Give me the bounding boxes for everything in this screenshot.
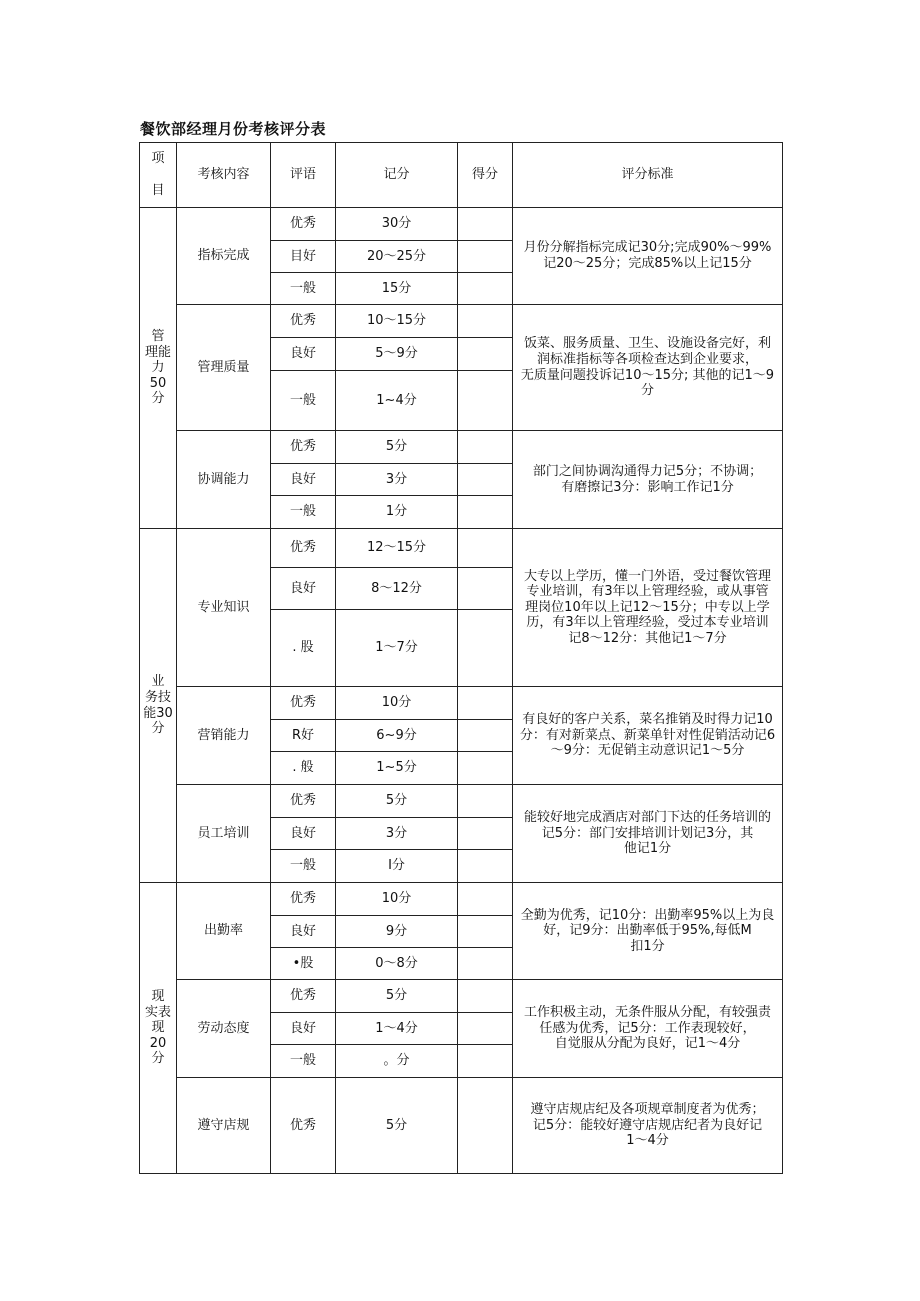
header-comment: 评语 <box>271 143 336 208</box>
points-cell: 5分 <box>336 785 458 818</box>
category-text: 能30 <box>143 705 173 721</box>
criteria-line: 无质量问题投诉记10～15分; 其他的记1～9 <box>520 367 775 383</box>
rating-cell: 一般 <box>271 371 336 431</box>
category-text: 50 <box>149 375 167 391</box>
header-project: 项 目 <box>140 143 177 208</box>
points-cell: 30分 <box>336 208 458 241</box>
rating-cell: 一般 <box>271 1045 336 1078</box>
evaluation-table <box>139 142 783 1174</box>
points-cell: 1～7分 <box>336 610 458 687</box>
score-cell <box>458 883 513 916</box>
points-cell: 6~9分 <box>336 720 458 752</box>
criteria-line: 大专以上学历，懂一门外语，受过餐饮管理 <box>523 568 771 584</box>
score-cell <box>458 464 513 496</box>
criteria-line: 全勤为优秀，记10分：出勤率95%以上为良 <box>520 907 775 923</box>
points-cell: 10分 <box>336 687 458 720</box>
points-cell: 15分 <box>336 273 458 305</box>
score-cell <box>458 529 513 568</box>
score-cell <box>458 305 513 338</box>
category-text: 理能 <box>144 344 171 360</box>
category-text: 业 <box>151 674 165 690</box>
score-cell <box>458 720 513 752</box>
score-cell <box>458 431 513 464</box>
rating-cell: 良好 <box>271 338 336 371</box>
category-cell <box>140 529 177 883</box>
category-text: 分 <box>151 391 165 407</box>
criteria-line: 专业培训，有3年以上管理经验，或从事管 <box>526 584 769 600</box>
criteria-line: 任感为优秀，记5分：工作表现较好， <box>539 1020 756 1036</box>
criteria-line: 记5分：部门安排培训计划记3分，其 <box>541 825 754 841</box>
points-cell: 1~5分 <box>336 752 458 785</box>
score-cell <box>458 610 513 687</box>
score-cell <box>458 948 513 980</box>
item-name: 员工培训 <box>177 785 271 883</box>
score-cell <box>458 568 513 610</box>
score-cell <box>458 496 513 529</box>
category-text: 现 <box>151 989 165 1005</box>
rating-cell: 优秀 <box>271 529 336 568</box>
criteria-line: 月份分解指标完成记30分;完成90%～99% <box>523 240 772 256</box>
score-cell <box>458 752 513 785</box>
criteria-line: 扣1分 <box>630 938 665 954</box>
item-name: 遵守店规 <box>177 1078 271 1174</box>
rating-cell: 一般 <box>271 850 336 883</box>
points-cell: 20～25分 <box>336 241 458 273</box>
table-row <box>140 431 783 464</box>
criteria-cell <box>513 1078 783 1174</box>
table-row <box>140 529 783 568</box>
item-name: 出勤率 <box>177 883 271 980</box>
points-cell: 10～15分 <box>336 305 458 338</box>
criteria-cell <box>513 208 783 305</box>
rating-cell: 优秀 <box>271 883 336 916</box>
score-cell <box>458 338 513 371</box>
score-cell <box>458 208 513 241</box>
criteria-line: 记5分：能较好遵守店规店纪者为良好记 <box>532 1117 763 1133</box>
score-cell <box>458 371 513 431</box>
criteria-cell <box>513 785 783 883</box>
rating-cell: 优秀 <box>271 208 336 241</box>
criteria-line: 分 <box>640 383 654 399</box>
rating-cell: 良好 <box>271 1013 336 1045</box>
criteria-line: 工作积极主动，无条件服从分配，有较强责 <box>523 1005 771 1021</box>
criteria-cell <box>513 980 783 1078</box>
points-cell: 8～12分 <box>336 568 458 610</box>
score-cell <box>458 1013 513 1045</box>
category-text: 分 <box>151 1051 165 1067</box>
points-cell: 5分 <box>336 1078 458 1174</box>
rating-cell: 一般 <box>271 496 336 529</box>
points-cell: 3分 <box>336 818 458 850</box>
points-cell: 5分 <box>336 980 458 1013</box>
header-content: 考核内容 <box>177 143 271 208</box>
rating-cell: 优秀 <box>271 1078 336 1174</box>
table-row <box>140 687 783 720</box>
table-row <box>140 883 783 916</box>
points-cell: 3分 <box>336 464 458 496</box>
criteria-line: 记8～12分：其他记1～7分 <box>568 630 727 646</box>
score-cell <box>458 1045 513 1078</box>
criteria-cell <box>513 431 783 529</box>
rating-cell: 良好 <box>271 916 336 948</box>
score-cell <box>458 273 513 305</box>
criteria-line: ～9分：无促销主动意识记1～5分 <box>550 743 745 759</box>
criteria-line: 润标准指标等各项检查达到企业要求， <box>536 351 758 367</box>
category-text: 20 <box>149 1035 167 1051</box>
rating-cell: R好 <box>271 720 336 752</box>
points-cell: 5分 <box>336 431 458 464</box>
score-cell <box>458 241 513 273</box>
rating-cell: •股 <box>271 948 336 980</box>
table-row <box>140 980 783 1013</box>
category-cell <box>140 208 177 529</box>
criteria-line: 1～4分 <box>626 1133 669 1149</box>
points-cell: I分 <box>336 850 458 883</box>
rating-cell: 目好 <box>271 241 336 273</box>
score-cell <box>458 1078 513 1174</box>
rating-cell: 一般 <box>271 273 336 305</box>
criteria-line: 他记1分 <box>623 841 672 857</box>
criteria-cell <box>513 883 783 980</box>
category-text: 力 <box>151 360 165 376</box>
category-text: 实表 <box>144 1004 171 1020</box>
rating-cell: 优秀 <box>271 785 336 818</box>
score-cell <box>458 687 513 720</box>
score-cell <box>458 785 513 818</box>
criteria-line: 部门之间协调沟通得力记5分；不协调； <box>532 463 763 479</box>
points-cell: 12～15分 <box>336 529 458 568</box>
item-name: 劳动态度 <box>177 980 271 1078</box>
rating-cell: 优秀 <box>271 980 336 1013</box>
points-cell: 1～4分 <box>336 1013 458 1045</box>
criteria-line: 饭菜、服务质量、卫生、设施设备完好，利 <box>523 336 771 352</box>
points-cell: 1~4分 <box>336 371 458 431</box>
rating-cell: 优秀 <box>271 431 336 464</box>
page-title: 餐饮部经理月份考核评分表 <box>140 120 327 138</box>
category-text: 分 <box>151 721 165 737</box>
rating-cell: 良好 <box>271 818 336 850</box>
score-cell <box>458 850 513 883</box>
score-cell <box>458 916 513 948</box>
criteria-cell <box>513 305 783 431</box>
criteria-line: 遵守店规店纪及各项规章制度者为优秀； <box>530 1102 765 1118</box>
item-name: 协调能力 <box>177 431 271 529</box>
header-criteria: 评分标准 <box>513 143 783 208</box>
criteria-line: 历，有3年以上管理经验，受过本专业培训 <box>526 615 769 631</box>
item-name: 专业知识 <box>177 529 271 687</box>
rating-cell: . 股 <box>271 610 336 687</box>
score-cell <box>458 818 513 850</box>
rating-cell: 优秀 <box>271 305 336 338</box>
points-cell: 。分 <box>336 1045 458 1078</box>
rating-cell: 良好 <box>271 464 336 496</box>
criteria-line: 分：有对新菜点、新菜单针对性促销活动记6 <box>519 727 776 743</box>
item-name: 营销能力 <box>177 687 271 785</box>
table-row <box>140 305 783 338</box>
points-cell: 0～8分 <box>336 948 458 980</box>
criteria-cell <box>513 687 783 785</box>
table-row <box>140 1078 783 1174</box>
rating-cell: 良好 <box>271 568 336 610</box>
header-points: 记分 <box>336 143 458 208</box>
criteria-line: 好，记9分：出勤率低于95%,每低M <box>543 923 752 939</box>
category-text: 管 <box>151 329 165 345</box>
criteria-line: 自觉服从分配为良好，记1～4分 <box>554 1036 741 1052</box>
header-row <box>140 143 783 208</box>
rating-cell: 优秀 <box>271 687 336 720</box>
criteria-line: 有磨擦记3分：影响工作记1分 <box>561 479 734 495</box>
criteria-line: 能较好地完成酒店对部门下达的任务培训的 <box>523 810 771 826</box>
category-text: 现 <box>151 1020 165 1036</box>
item-name: 指标完成 <box>177 208 271 305</box>
points-cell: 9分 <box>336 916 458 948</box>
header-score: 得分 <box>458 143 513 208</box>
criteria-line: 记20～25分；完成85%以上记15分 <box>543 256 752 271</box>
points-cell: 5～9分 <box>336 338 458 371</box>
score-cell <box>458 980 513 1013</box>
criteria-line: 理岗位10年以上记12～15分；中专以上学 <box>525 599 770 615</box>
table-row <box>140 785 783 818</box>
points-cell: 10分 <box>336 883 458 916</box>
criteria-cell <box>513 529 783 687</box>
item-name: 管理质量 <box>177 305 271 431</box>
criteria-line: 有良好的客户关系，菜名推销及时得力记10 <box>522 712 773 728</box>
rating-cell: . 般 <box>271 752 336 785</box>
category-text: 务技 <box>144 689 171 705</box>
table-row <box>140 208 783 241</box>
category-cell <box>140 883 177 1174</box>
points-cell: 1分 <box>336 496 458 529</box>
